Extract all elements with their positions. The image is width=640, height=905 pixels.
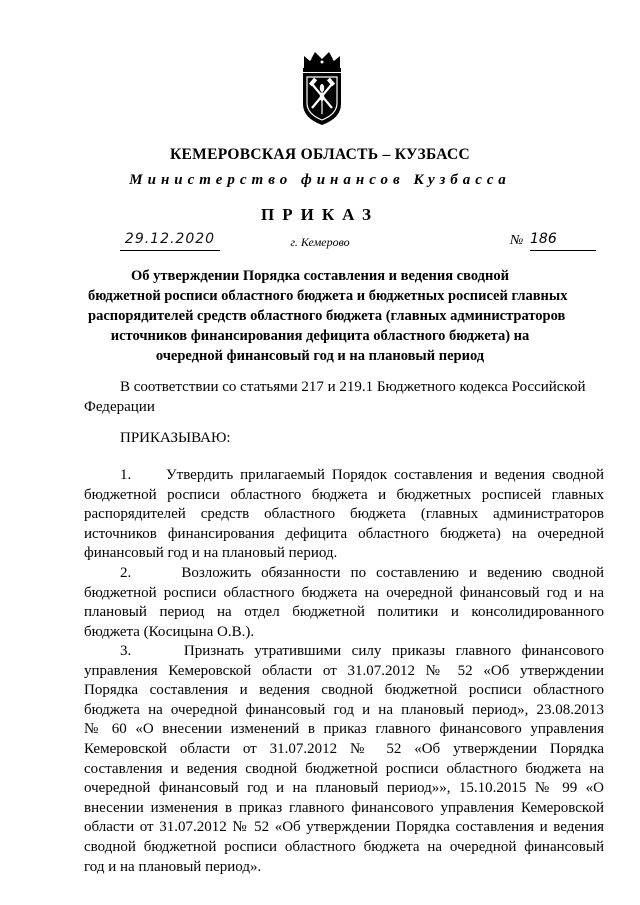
item-first-text: Возложить обязанности по составлению и ведению сводной (181, 565, 604, 581)
title-line: Об утверждении Порядка составления и ведения сводной (131, 268, 509, 284)
document-city: г. Кемерово (290, 235, 350, 249)
item-first-line (84, 642, 604, 662)
item-line: № 60 «О внесении изменений в приказ главного финансового управления (84, 721, 604, 738)
item-line: бюджета на очередной финансовый год и на плановый период», 23.08.2013 (84, 701, 604, 718)
item-line: управления Кемеровской области от 31.07.2012 № 52 «Об утверждении (84, 662, 604, 679)
title-line: источников финансирования дефицита областного бюджета) на (110, 328, 530, 344)
item-line: составления и ведения сводной бюджетной росписи областного бюджета на (84, 760, 604, 777)
order-item-2 (84, 564, 604, 642)
item-line: области от 31.07.2012 № 52 «Об утверждении Порядка составления и ведения (84, 819, 604, 836)
title-line: очередной финансовый год и на плановый период (155, 348, 485, 364)
date-underline (120, 250, 220, 251)
item-line: Порядка составления и ведения сводной бюджетной росписи областного (84, 682, 604, 699)
number-label: № (510, 233, 524, 248)
item-line: бюджетной росписи областного бюджета и бюджетных росписей главных (84, 486, 604, 503)
document-date: 29.12.2020 (124, 231, 216, 247)
item-line: бюджета (Косицына О.В.). (84, 623, 255, 640)
item-line: Кемеровской области от 31.07.2012 № 52 «Об утверждении Порядка (84, 740, 604, 757)
item-line: финансовый год и на плановый период. (84, 545, 338, 562)
item-line: сводной бюджетной росписи областного бюджета на очередной финансовый (84, 838, 604, 855)
number-underline (530, 250, 596, 251)
item-line: бюджетной росписи областного бюджета на очередной финансовый год и на (84, 584, 604, 601)
item-line: внесении изменения в приказ главного финансового управления Кемеровской (84, 799, 604, 816)
preamble-line: В соответствии со статьями 217 и 219.1 Бюджетного кодекса Российской (120, 379, 586, 395)
order-item-3 (84, 642, 604, 877)
item-line: очередной финансовый год и на плановый период»», 15.10.2015 № 99 «О (84, 780, 604, 797)
ministry-name: Министерство финансов Кузбасса (129, 172, 511, 188)
preamble-line: Федерации (84, 398, 155, 415)
item-number: 2. (120, 565, 132, 581)
preamble (84, 378, 604, 417)
item-number: 3. (120, 643, 132, 659)
title-line: распорядителей средств областного бюджета (главных администраторов (88, 308, 566, 324)
title-line: бюджетной росписи областного бюджета и бюджетных росписей главных (88, 288, 568, 304)
item-first-line (84, 466, 604, 486)
item-line: распорядителей средств областного бюджета (главных администраторов (84, 506, 604, 523)
document-type: ПРИКАЗ (261, 205, 379, 224)
document-meta-row (0, 232, 640, 252)
item-line: год и на плановый период». (84, 858, 262, 875)
item-first-text: Утвердить прилагаемый Порядок составления и ведения сводной (166, 467, 605, 483)
document-number: 186 (530, 231, 557, 247)
item-line: источников финансирования дефицита областного бюджета) на очередной (84, 525, 604, 542)
order-directive: ПРИКАЗЫВАЮ: (120, 430, 231, 446)
kemerovo-coat-of-arms-icon (298, 48, 346, 126)
item-first-line (84, 564, 604, 584)
item-line: плановый период на отдел бюджетной политики и консолидированного (84, 604, 604, 621)
document-title (88, 266, 568, 366)
region-name: КЕМЕРОВСКАЯ ОБЛАСТЬ – КУЗБАСС (169, 146, 470, 163)
item-number: 1. (120, 467, 132, 483)
item-first-text: Признать утратившими силу приказы главного финансового (183, 643, 604, 659)
order-item-1 (84, 466, 604, 564)
